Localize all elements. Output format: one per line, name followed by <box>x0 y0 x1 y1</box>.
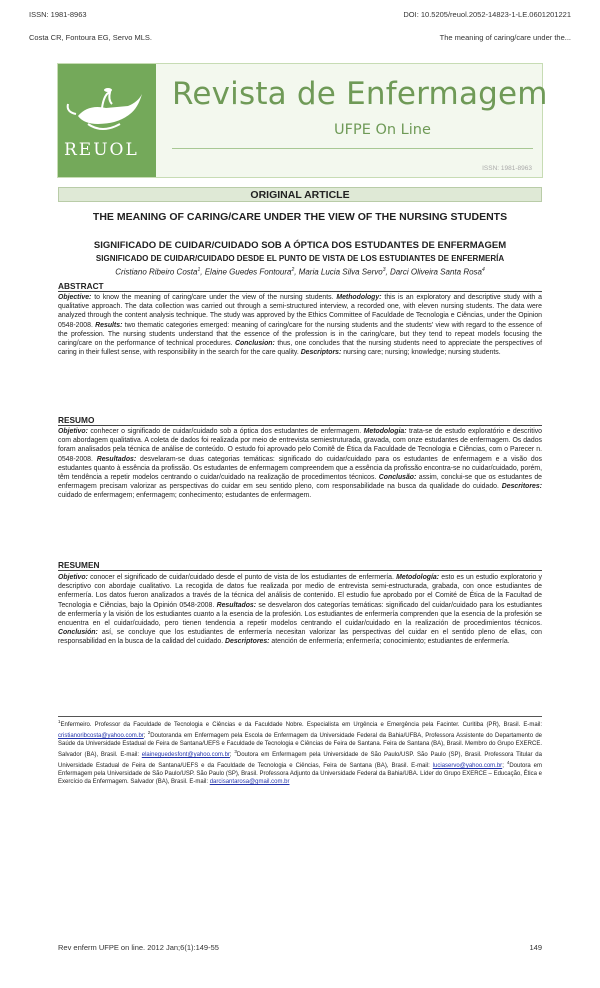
journal-banner <box>57 63 548 178</box>
abstract-heading: ABSTRACT <box>58 281 542 292</box>
results-text: desvelaram-se duas categorias temáticas: significado do cuidar/cuidado para os estudantes de enfermagem e a visão dos estudantes quanto à essência da profissão. Os estudantes de enfermagem compreendem que a essência da profissão encontra-se no cuidar/cuidado, porém, têm tendência a repetir modelos centrando o cuidar/cuidado na realização de procedimentos técnicos. <box>58 455 542 482</box>
abstract-body <box>58 293 542 357</box>
page-number: 149 <box>529 943 542 952</box>
objective-label: Objetivo: <box>58 574 88 581</box>
descriptors-text: atención de enfermería; enfermería; conocimiento; estudiantes de enfermería. <box>269 638 510 646</box>
conclusion-label: Conclusión: <box>58 629 98 637</box>
author-list: Cristiano Ribeiro Costa$^1$, Elaine Guedes Fontoura$^2$, Maria Lucia Silva Servo$^3$, Darci Oliveira Santa Rosa$^4$ <box>115 267 485 277</box>
author-sup: 1 <box>197 267 201 273</box>
author-name: Maria Lucia Silva Servo <box>298 267 383 277</box>
descriptors-label: Descritores: <box>501 483 542 491</box>
conclusion-label: Conclusion: <box>234 340 275 348</box>
method-text: trata-se de estudo exploratório e descritivo com abordagem qualitativa. A coleta de dados foi realizada por meio de entrevista semiestruturada, gravada, com onze estudantes de enfermagem. Os dados foram analisados pela técnica de análise de conteúdo. O estudo foi aprovado pelo Comitê de Ética da Faculdade de Tecnologia e Ciências, com o Parecer n. 0548-2008. <box>58 428 542 463</box>
issn-badge: ISSN: 1981-8963 <box>482 165 532 172</box>
footnote-marker: 2 <box>147 730 151 735</box>
author-name: Cristiano Ribeiro Costa <box>115 267 198 277</box>
logo-text: REUOL <box>64 140 139 160</box>
objective-text: conocer el significado de cuidar/cuidado desde el punto de vista de los estudiantes de enfermería. <box>87 574 397 581</box>
journal-logo <box>58 64 156 177</box>
descriptors-label: Descriptors: <box>300 349 342 357</box>
method-text: esto es un estudio exploratorio y descriptivo con abordaje cualitativo. La recogida de datos fue realizada por medio de entrevista semi-estructurada, grabada, con once estudiantes de enfermería. Los datos fueron analizados a través de la técnica del análisis de contenido. El estudio fue aprobado por el Comité de Ética de la Facultad de Tecnologia e Ciências, bajo la Opinión 0548-2008. <box>58 574 542 609</box>
objective-text: conhecer o significado de cuidar/cuidado sob a óptica dos estudantes de enfermagem. <box>87 428 364 435</box>
objective-text: to know the meaning of caring/care under the view of the nursing students. <box>91 294 337 301</box>
resumo-body <box>58 427 542 501</box>
email-link-4[interactable]: darcisantarosa@gmail.com.br <box>209 779 290 785</box>
footnote-2: Doutoranda em Enfermagem pela Escola de Enfermagem da Universidade Federal da Bahia/UFBA, Professora Assistente do Departamento de Saúde da Universidade Estadual de Feira de Santana/UEFS e Faculdade de Tecnologia e Ciências de Feira de Santana. Feira de Santana (BA), Brasil. Membro do Grupo EXERCE. Salvador (BA), Brasil. E-mail: <box>58 733 542 758</box>
conclusion-label: Conclusão: <box>378 474 417 482</box>
running-header <box>29 33 571 42</box>
top-header <box>29 10 571 19</box>
objective-label: Objetivo: <box>58 428 88 435</box>
section-label: ORIGINAL ARTICLE <box>58 187 542 202</box>
resumen-body <box>58 573 542 647</box>
method-text: this is an exploratory and descriptive study with a qualitative approach. The data collection was carried out through a semi-structured interview, a recorded one, with eleven nursing students. The data were analyzed through the content analysis technique. The study was approved by the Ethics Committee of Faculdade de Tecnologia e Ciências, under the Opinion 0548-2008. <box>58 294 542 329</box>
resumo-heading: RESUMO <box>58 415 542 426</box>
author-name: Darci Oliveira Santa Rosa <box>389 267 482 277</box>
conclusion-text: así, se concluye que los estudiantes de enfermería necesitan valorizar las perspectivas del cuidar en el sentido pleno de ellas, con responsabilidad en la busca de la calidad del cuidado. <box>58 629 542 646</box>
footnote-marker: 3 <box>234 749 237 754</box>
lamp-icon <box>58 64 156 177</box>
footnotes: $^1$Enfermeiro. Professor da Faculdade de Tecnologia e Ciências e da Faculdade Nobre. Especialista em Urgência e Emergência pela Facinter. Curitiba (PR), Brasil. E-mail: cristianoribcosta@yahoo.com.br; $^2$Doutoranda em Enfermagem pela Escola de Enfermagem da Universidade Federal da Bahia/UFBA, Professora Assistente do Departamento de Saúde da Universidade Estadual de Feira de Santana/UEFS e Faculdade de Tecnologia e Ciências de Feira de Santana. Feira de Santana (BA), Brasil. Membro do Grupo EXERCE. Salvador (BA), Brasil. E-mail: elaineguedesfont@yahoo.com.br; $^3$Doutora em Enfermagem pela Universidade de São Paulo/USP. São Paulo (SP), Brasil. Professora Titular da Universidade Estadual de Feira de Santana/UEFS e da Faculdade de Tecnologia e Ciências, Feira de Santana (BA), Brasil. E-mail: luciaservo@yahoo.com.br; $^4$Doutora em Enfermagem pela Universidade de São Paulo/USP. São Paulo (SP), Brasil. Professora Adjunto da Universidade Federal da Bahia/UBA. Líder do Grupo EXERCE – Educação, Ética e Exercício da Enfermagem. Salvador (BA), Brasil. E-mail: darcisantarosa@gmail.com.br <box>58 716 542 786</box>
title-spanish: SIGNIFICADO DE CUIDAR/CUIDADO DESDE EL PUNTO DE VISTA DE LOS ESTUDIANTES DE ENFERMERÍA <box>95 254 505 263</box>
email-link-2[interactable]: elaineguedesfont@yahoo.com.br <box>141 752 230 758</box>
conclusion-text: thus, one concludes that the nursing students need to appreciate the perspectives of caring in their fullest sense, with responsibility in the search for the care quality. <box>58 340 542 357</box>
descriptors-label: Descriptores: <box>225 638 270 646</box>
running-title: The meaning of caring/care under the... <box>439 33 571 42</box>
title-english: THE MEANING OF CARING/CARE UNDER THE VIEW OF THE NURSING STUDENTS <box>92 211 508 223</box>
citation: Rev enferm UFPE on line. 2012 Jan;6(1):149-55 <box>58 943 219 952</box>
descriptors-text: cuidado de enfermagem; enfermagem; conhecimento; estudantes de enfermagem. <box>58 492 312 500</box>
results-text: two thematic categories emerged: meaning of caring/care for the nursing students and the students' view with regard to the essence of the profession. The nursing students understand that the essence of the profession is in the caring/care, but they tend to repeat models focusing the caring/care on the performance of technical procedures. <box>58 321 542 348</box>
method-label: Methodology: <box>336 294 382 301</box>
descriptors-text: nursing care; nursing; knowledge; nursing students. <box>341 349 501 357</box>
author-sup: 2 <box>291 267 295 273</box>
journal-name: Revista de Enfermagem <box>172 76 548 112</box>
email-link-1[interactable]: cristianoribcosta@yahoo.com.br <box>58 733 144 739</box>
resumen-heading: RESUMEN <box>58 560 542 571</box>
method-label: Metodologia: <box>363 428 407 435</box>
method-label: Metodología: <box>396 574 440 581</box>
journal-subtitle: UFPE On Line <box>334 122 431 138</box>
results-label: Resultados: <box>96 455 137 463</box>
issn-label: ISSN: 1981-8963 <box>29 10 87 19</box>
results-label: Resultados: <box>216 601 257 609</box>
footnote-1: Enfermeiro. Professor da Faculdade de Tecnologia e Ciências e da Faculdade Nobre. Especialista em Urgência e Emergência pela Facinter. Curitiba (PR), Brasil. E-mail: <box>60 722 542 728</box>
banner-rule <box>172 148 533 149</box>
author-sup: 4 <box>482 267 485 273</box>
conclusion-text: assim, conclui-se que os estudantes de enfermagem precisam valorizar as perspectivas do cuidar em seu sentido pleno, com responsabilidade na busca da qualidade do cuidado. <box>58 474 542 491</box>
footnote-marker: 4 <box>506 760 510 765</box>
results-text: se desvelaron dos categorías temáticas: significado del cuidar/cuidado para los estudiantes de enfermería y la visión de los estudiantes cuanto a la esencia de la profesión. Los estudiantes de enfermería comprenden que la esencia de la profesión se encuentra en el cuidar/cuidado, pero tienen tendencia a repetir modelos centrando el cuidar/cuidado en la realización de procedimientos técnicos. <box>58 601 542 628</box>
title-portuguese: SIGNIFICADO DE CUIDAR/CUIDADO SOB A ÓPTICA DOS ESTUDANTES DE ENFERMAGEM <box>93 240 507 251</box>
footnote-4: Doutora em Enfermagem pela Universidade de São Paulo/USP. São Paulo (SP), Brasil. Professora Adjunto da Universidade Federal da Bahia/UBA. Líder do Grupo EXERCE – Educação, Ética e Exercício da Enfermagem. Salvador (BA), Brasil. E-mail: <box>58 763 542 785</box>
footnote-3: Doutora em Enfermagem pela Universidade de São Paulo/USP. São Paulo (SP), Brasil. Professora Titular da Universidade Estadual de Feira de Santana/UEFS e da Faculdade de Tecnologia e Ciências, Feira de Santana (BA), Brasil. E-mail: <box>58 752 542 769</box>
short-authors: Costa CR, Fontoura EG, Servo MLS. <box>29 33 152 42</box>
objective-label: Objective: <box>58 294 92 301</box>
results-label: Results: <box>95 321 123 329</box>
author-sup: 3 <box>382 267 386 273</box>
email-link-3[interactable]: luciaservo@yahoo.com.br <box>432 763 503 769</box>
author-name: Elaine Guedes Fontoura <box>204 267 292 277</box>
footnote-marker: 1 <box>58 719 61 724</box>
doi-label: DOI: 10.5205/reuol.2052-14823-1-LE.0601201221 <box>403 10 571 19</box>
page-footer <box>58 943 542 952</box>
